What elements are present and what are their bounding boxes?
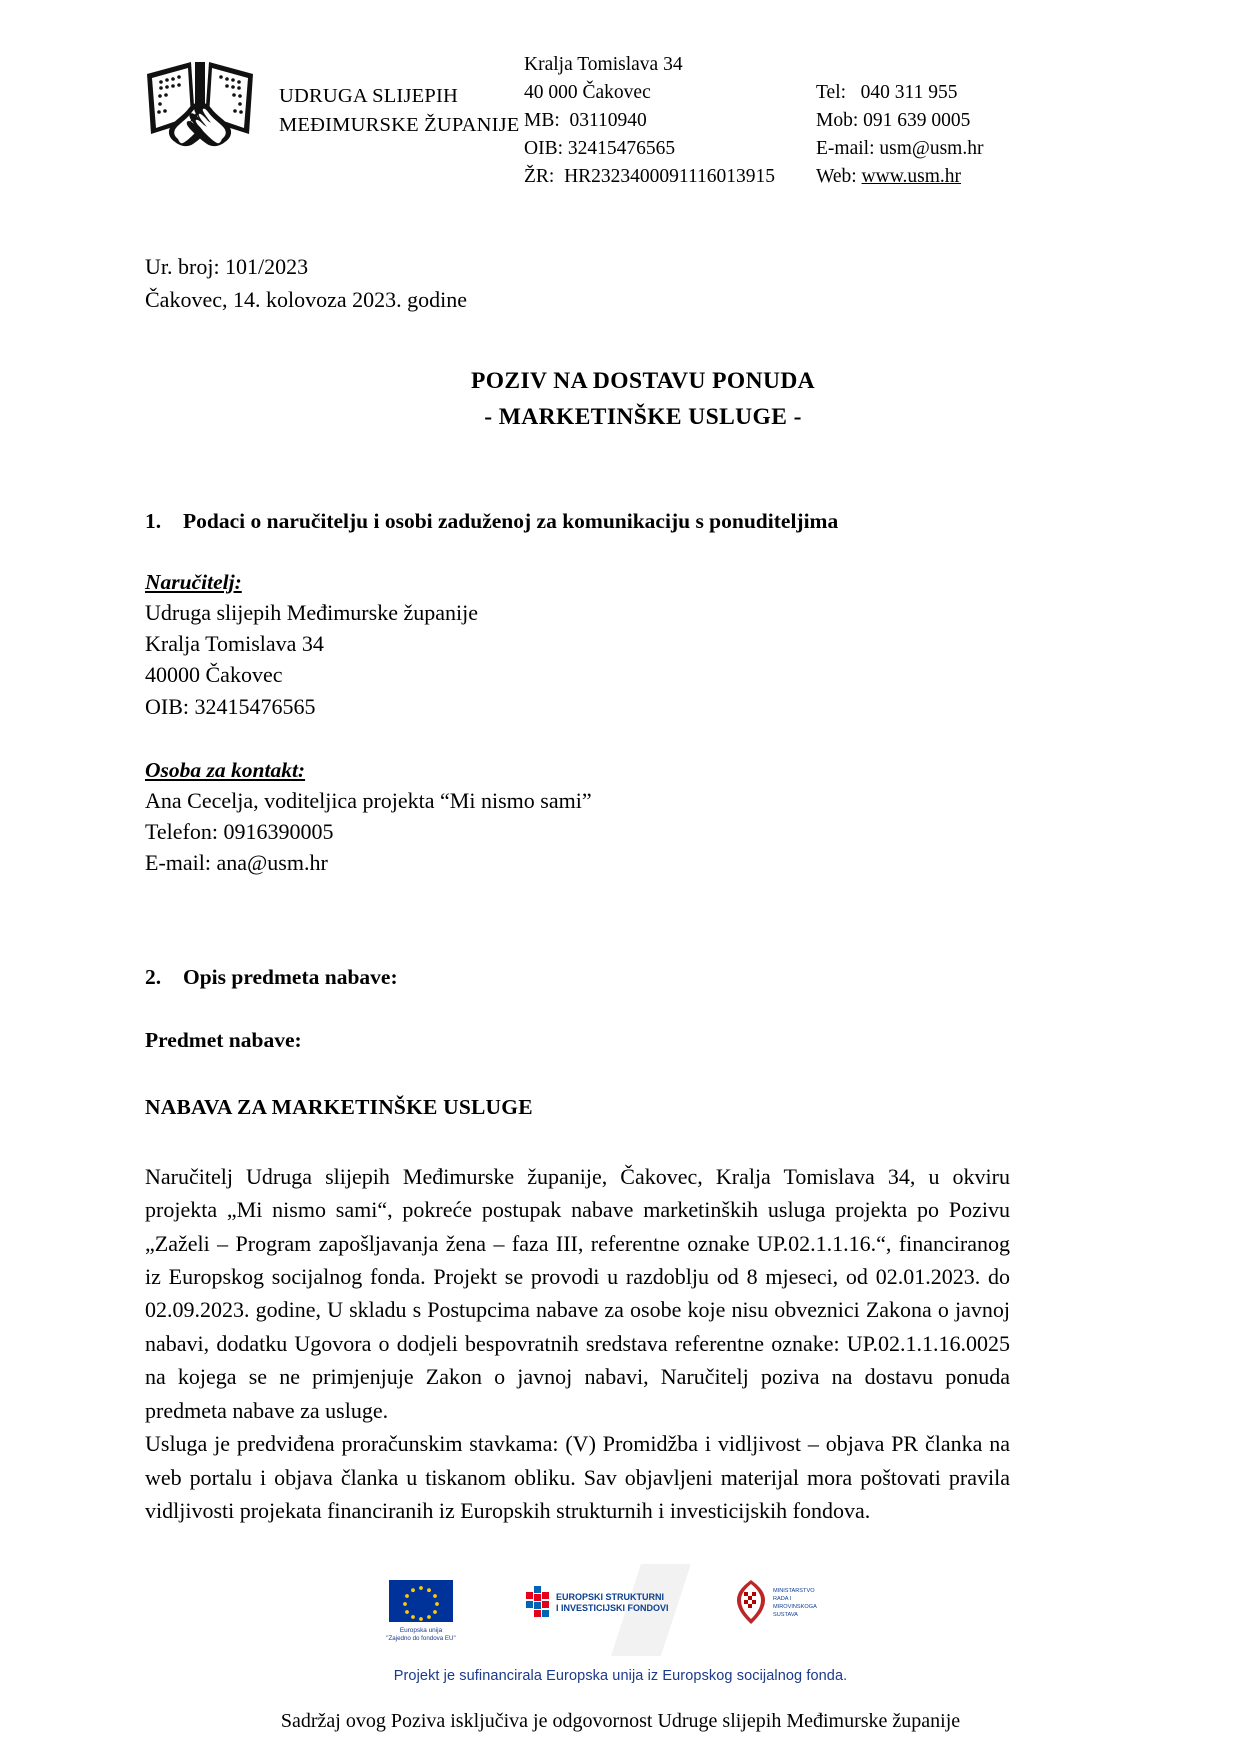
client-city: 40000 Čakovec [145,662,283,688]
contact-web [816,163,1141,191]
address-city: 40 000 Čakovec [524,82,651,104]
esif-line-1: EUROPSKI STRUKTURNI [555,1592,664,1602]
client-street: Kralja Tomislava 34 [145,631,324,657]
document-footer [0,1562,1241,1733]
contact-person-phone: Telefon: 0916390005 [145,819,334,845]
responsibility-note: Sadržaj ovog Poziva isključiva je odgovornost Udruge slijepih Međimurske županije [280,1710,961,1732]
ministry-line-3: MIROVINSKOGA [772,1604,817,1610]
address-column [524,40,804,191]
section-2-number: 2. [145,964,162,989]
section-1-heading [145,509,1141,534]
body-paragraphs [145,1160,1010,1528]
place-and-date: Čakovec, 14. kolovoza 2023. godine [145,286,467,312]
letterhead [139,40,1141,191]
page-title: POZIV NA DOSTAVU PONUDA [470,368,816,395]
section-1-number: 1. [145,508,162,533]
organization-name [279,40,524,140]
section-1-title: Podaci o naručitelju i osobi zaduženoj za komunikaciju s ponuditeljima [183,508,839,533]
org-name-line-1: UDRUGA SLIJEPIH [279,85,458,107]
contact-person-label: Osoba za kontakt: [145,757,306,782]
contact-web-label: Web: [816,166,862,188]
contact-column [804,40,1141,191]
eu-flag-caption-line-2: "Zajedno do fondova EU" [385,1635,456,1642]
address-mb: MB: 03110940 [524,110,647,132]
contact-email: E-mail: usm@usm.hr [816,138,984,160]
client-label: Naručitelj: [145,569,242,594]
address-street: Kralja Tomislava 34 [524,54,683,75]
ministry-line-2: RADA I [772,1596,791,1602]
client-details [145,597,1141,722]
document-meta [145,251,1141,316]
org-name-line-2: MEĐIMURSKE ŽUPANIJE [279,114,520,137]
section-2-heading [145,965,1141,990]
address-oib: OIB: 32415476565 [524,138,676,160]
eu-funding-logos [341,1562,901,1658]
contact-tel: Tel: 040 311 955 [816,82,958,103]
body-paragraph-1: Naručitelj Udruga slijepih Međimurske županije, Čakovec, Kralja Tomislava 34, u okviru projekta „Mi nismo sami“, pokreće postupak nabave marketinških usluga projekta po Pozivu „Zaželi – Program zapošljavanja žena – faza III, referentne oznake UP.02.1.1.16.“, financiranog iz Europskog socijalnog fonda. Projekt se provodi u razdoblju od 8 mjeseci, od 02.01.2023. do 02.09.2023. godine, U skladu s Postupcima nabave za osobe koje nisu obveznici Zakona o javnoj nabavi, dodatku Ugovora o dodjeli bespovratnih sredstava referentne oznake: UP.02.1.1.16.0025 na kojega se ne primjenjuje Zakon o javnoj nabavi, Naručitelj poziva na dostavu ponuda predmeta nabave za usluge. [145,1163,1010,1423]
funding-note: Projekt je sufinancirala Europska unija iz Europskog socijalnog fonda. [393,1668,848,1684]
braille-book-hands-logo-icon [139,46,261,152]
ministry-line-4: SUSTAVA [772,1612,798,1618]
subject-value: NABAVA ZA MARKETINŠKE USLUGE [145,1094,533,1119]
address-iban: ŽR: HR2323400091116013915 [524,166,775,188]
contact-person-name: Ana Cecelja, voditeljica projekta “Mi nismo sami” [145,787,592,813]
contact-person-details [145,785,1141,879]
ministry-line-1: MINISTARSTVO [772,1588,815,1594]
contact-mobile: Mob: 091 639 0005 [816,110,971,132]
contact-person-email: E-mail: ana@usm.hr [145,850,328,876]
reference-number: Ur. broj: 101/2023 [145,254,309,280]
subject-label: Predmet nabave: [145,1027,302,1052]
eu-flag-caption-line-1: Europska unija [399,1627,442,1634]
esif-line-2: I INVESTICIJSKI FONDOVI [555,1603,669,1613]
client-oib: OIB: 32415476565 [145,693,316,719]
body-paragraph-2: Usluga je predviđena proračunskim stavkama: (V) Promidžba i vidljivost – objava PR članka na web portalu i objava članka u tiskanom obliku. Sav objavljeni materijal mora poštovati pravila vidljivosti projekata financiranih iz Europskih strukturnih i investicijskih fondova. [145,1431,1010,1523]
section-2-title: Opis predmeta nabave: [183,964,398,989]
contact-web-link[interactable]: www.usm.hr [861,166,962,188]
client-name: Udruga slijepih Međimurske županije [145,599,478,625]
page-subtitle: - MARKETINŠKE USLUGE - [484,403,802,430]
